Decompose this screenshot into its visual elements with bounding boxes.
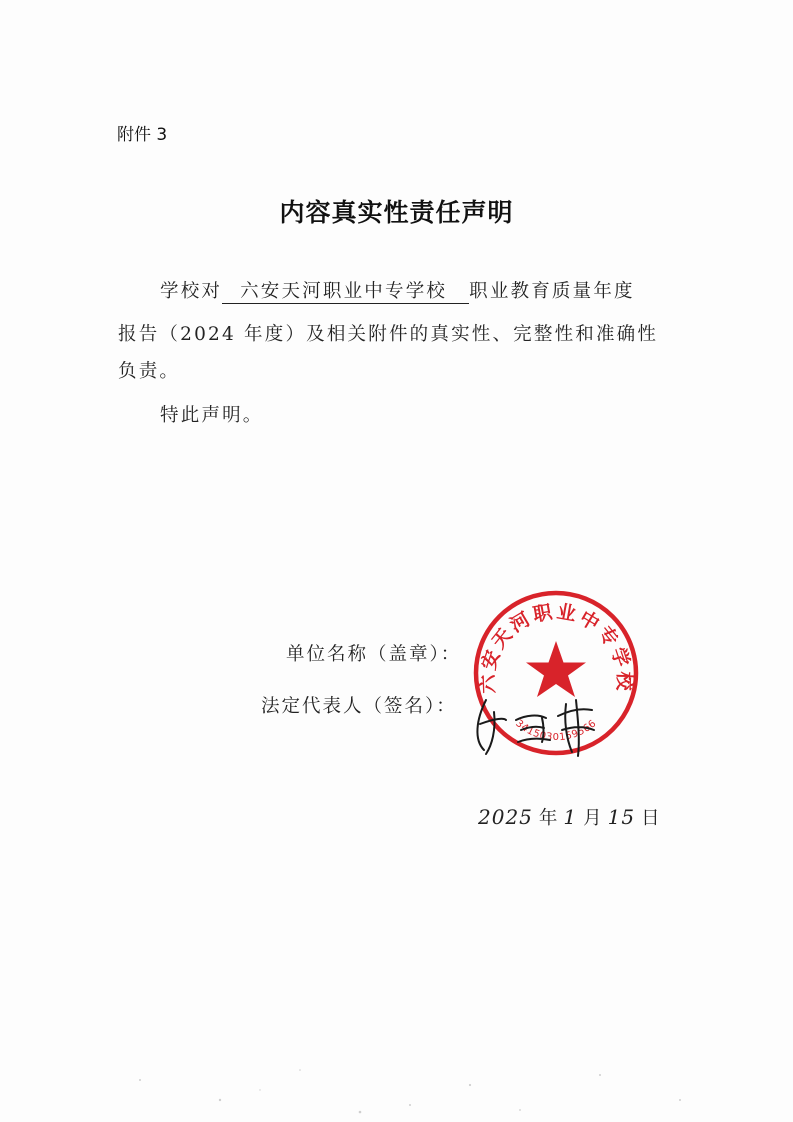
date-month-char: 月 [583,808,602,829]
statement-line-3: 负责。 [118,361,181,382]
statement-line-2: 报告（2024 年度）及相关附件的真实性、完整性和准确性 [118,324,659,345]
date-year-char: 年 [538,808,558,829]
handwritten-signature-icon [466,690,606,760]
date-day: 15 [607,805,636,829]
school-name: 六安天河职业中专学校 [240,281,448,302]
seal-code-text: 3415030159566 [513,718,599,744]
attachment-label: 附件 3 [117,125,168,145]
document-title: 内容真实性责任声明 [279,198,514,227]
signing-date [478,804,666,830]
scan-noise [0,1050,793,1122]
statement-line-1 [118,277,730,304]
legal-rep-label: 法定代表人（签名）： [261,696,457,717]
date-month: 1 [563,805,578,829]
closing-statement: 特此声明。 [160,405,264,426]
date-day-char: 日 [641,808,660,829]
school-name-blank [222,281,469,304]
seal-star-icon [526,641,586,697]
statement-suffix: 职业教育质量年度 [469,281,635,302]
statement-prefix: 学校对 [160,281,223,302]
date-year: 2025 [478,805,533,829]
unit-name-label: 单位名称（盖章）： [286,644,462,665]
seal-name-text: 六安天河职业中专学校 [476,600,636,694]
